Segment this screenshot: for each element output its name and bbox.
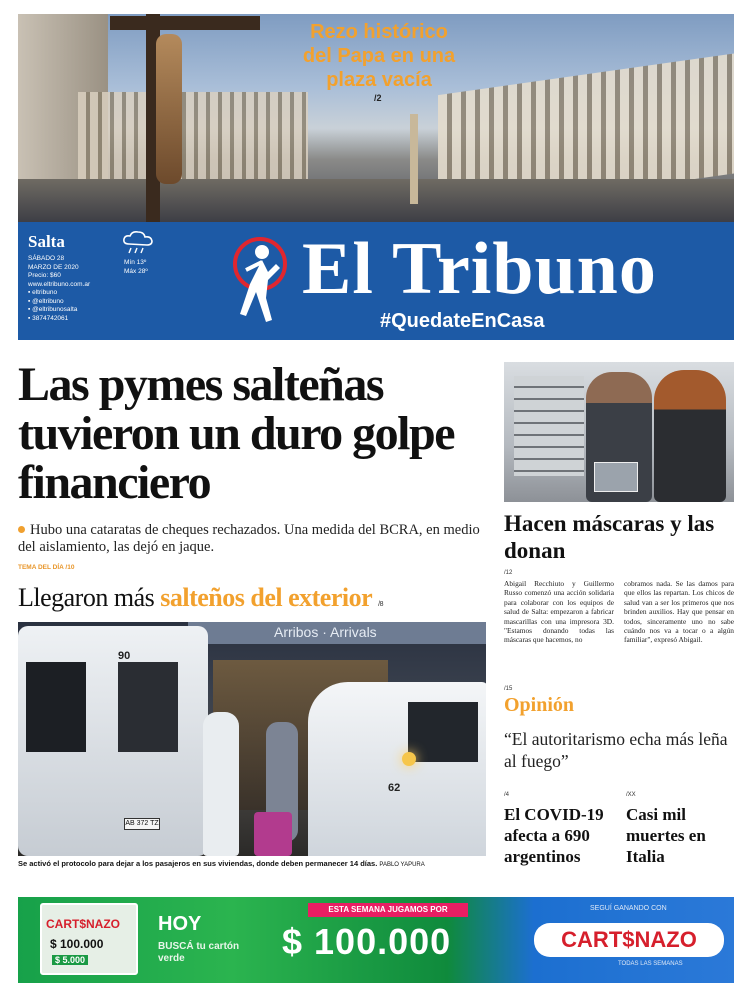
airport-photo xyxy=(18,622,486,856)
opinion-page-ref: /15 xyxy=(504,686,513,692)
headlight xyxy=(402,752,416,766)
hero-headline-line: Rezo histórico xyxy=(310,21,448,43)
brief-page-ref: /4 xyxy=(504,792,510,798)
masthead xyxy=(18,222,734,340)
masks-body-col1: Abigail Recchiuto y Guillermo Russo comenzó una acción solidaria para colaborar con los equipos de salud de Salta: empezaron a fabricar mascarillas con una impresora 3D. "Estamos donando todas las máscaras que hacemos, no xyxy=(504,579,614,645)
van-left-window xyxy=(26,662,86,752)
bullet-dot-icon xyxy=(18,526,25,533)
card-amount-secondary: $ 5.000 xyxy=(52,955,88,965)
second-headline-highlight: salteños del exterior xyxy=(160,583,373,612)
temp-min: Mín 13º xyxy=(124,259,147,266)
second-page-ref: /8 xyxy=(378,601,383,608)
caption-text: Se activó el protocolo para dejar a los pasajeros en sus viviendas, donde deben permanecer 14 días. xyxy=(18,859,378,868)
3d-printer-shelf xyxy=(514,376,584,476)
temp-max: Máx 28º xyxy=(124,267,148,275)
facebook-label: eltribuno xyxy=(32,289,58,296)
van-number: 62 xyxy=(388,782,401,794)
newspaper-title: El Tribuno xyxy=(302,228,657,310)
van-right-window xyxy=(408,702,478,762)
hero-headline-line: plaza vacía xyxy=(326,69,432,91)
lottery-card xyxy=(40,903,138,975)
ad-semana-label: ESTA SEMANA JUGAMOS POR xyxy=(308,903,468,917)
obelisk xyxy=(410,114,418,204)
instagram-label: @eltribunosalta xyxy=(32,306,78,313)
card-amount: $ 100.000 xyxy=(50,937,104,951)
hero-page-ref: /2 xyxy=(374,93,382,103)
photo-caption xyxy=(18,859,488,868)
price: Precio: $60 xyxy=(28,272,61,279)
face-shield xyxy=(594,462,638,492)
twitter-handle[interactable]: ▪ @eltribuno xyxy=(28,297,64,305)
masks-headline[interactable]: Hacen máscaras y las donan xyxy=(504,511,715,563)
health-worker xyxy=(203,712,239,856)
main-headline[interactable]: Las pymes salteñas tuvieron un duro golpe financiero xyxy=(18,358,455,509)
arrivals-sign-text: Arribos · Arrivals xyxy=(274,624,377,640)
facebook-handle[interactable]: ▪ eltribuno xyxy=(28,289,58,296)
masks-photo xyxy=(504,362,734,502)
cartonazo-ad-banner[interactable] xyxy=(18,897,734,983)
brief-covid-headline[interactable]: El COVID-19 afecta a 690 argentinos xyxy=(504,805,604,866)
ad-todas: TODAS LAS SEMANAS xyxy=(618,961,683,967)
instagram-handle[interactable]: ▪ @eltribunosalta xyxy=(28,306,78,313)
crucifix-figure xyxy=(156,34,182,184)
van-left-door xyxy=(118,662,178,752)
photo-credit: PABLO YAPURA xyxy=(379,862,425,868)
van-number: 90 xyxy=(118,650,131,662)
license-plate: AB 372 TZ xyxy=(124,818,160,830)
hero-headline-line: del Papa en una xyxy=(302,45,456,67)
brief-page-ref: /XX xyxy=(626,792,636,798)
main-deck-text: Hubo una cataratas de cheques rechazados. Una medida del BCRA, en medio del aislamiento, las dejó en jaque. xyxy=(18,522,480,555)
edition-meta xyxy=(28,255,138,323)
suitcase xyxy=(254,812,292,856)
whatsapp-label: 3874742061 xyxy=(32,314,69,322)
ad-hoy: HOY xyxy=(158,913,202,935)
woman-figure xyxy=(654,370,726,502)
masks-page-ref: /12 xyxy=(504,570,513,576)
crucifix-beam xyxy=(110,16,260,30)
edition-city: Salta xyxy=(28,232,65,251)
arrivals-sign xyxy=(188,622,486,644)
card-brand: CART$NAZO xyxy=(46,917,120,931)
cartonazo-logo: CART$NAZO xyxy=(534,923,724,957)
masks-body xyxy=(504,579,734,645)
main-kicker: TEMA DEL DÍA /10 xyxy=(18,564,75,571)
ad-ganando: SEGUÍ GANANDO CON xyxy=(590,905,667,912)
second-headline-prefix: Llegaron más xyxy=(18,583,161,612)
opinion-title[interactable]: “El autoritarismo echa más leña al fuego” xyxy=(504,729,728,771)
empty-plaza xyxy=(18,179,734,222)
ad-jackpot: $ 100.000 xyxy=(282,921,452,962)
campaign-hashtag: #QuedateEnCasa xyxy=(380,310,545,332)
hero-headline-link[interactable] xyxy=(262,20,496,92)
ad-busca: BUSCÁ tu cartón verde xyxy=(158,941,240,964)
runner-logo-icon xyxy=(232,234,292,324)
masks-body-col2: cobramos nada. Se las damos para que ellos las repartan. Los chicos de salud van a ser los primeros que nos brinden auxilios. Hay que pensar en todos, sinceramente uno no sabe cuándo nos va a tocar o a algún familiar", expresó Abigail. xyxy=(624,579,734,645)
second-headline[interactable] xyxy=(18,582,488,621)
twitter-label: @eltribuno xyxy=(32,297,64,305)
whatsapp-number[interactable]: ▪ 3874742061 xyxy=(28,314,69,322)
rain-cloud-icon xyxy=(121,230,157,254)
main-deck xyxy=(18,522,488,556)
date-line: SÁBADO 28 xyxy=(28,255,65,262)
date-line: MARZO DE 2020 xyxy=(28,263,79,271)
weather-temps xyxy=(124,259,148,276)
opinion-label: Opinión xyxy=(504,694,575,716)
website-link[interactable]: www.eltribuno.com.ar xyxy=(28,280,91,288)
brief-italia-headline[interactable]: Casi mil muertes en Italia xyxy=(626,805,706,866)
